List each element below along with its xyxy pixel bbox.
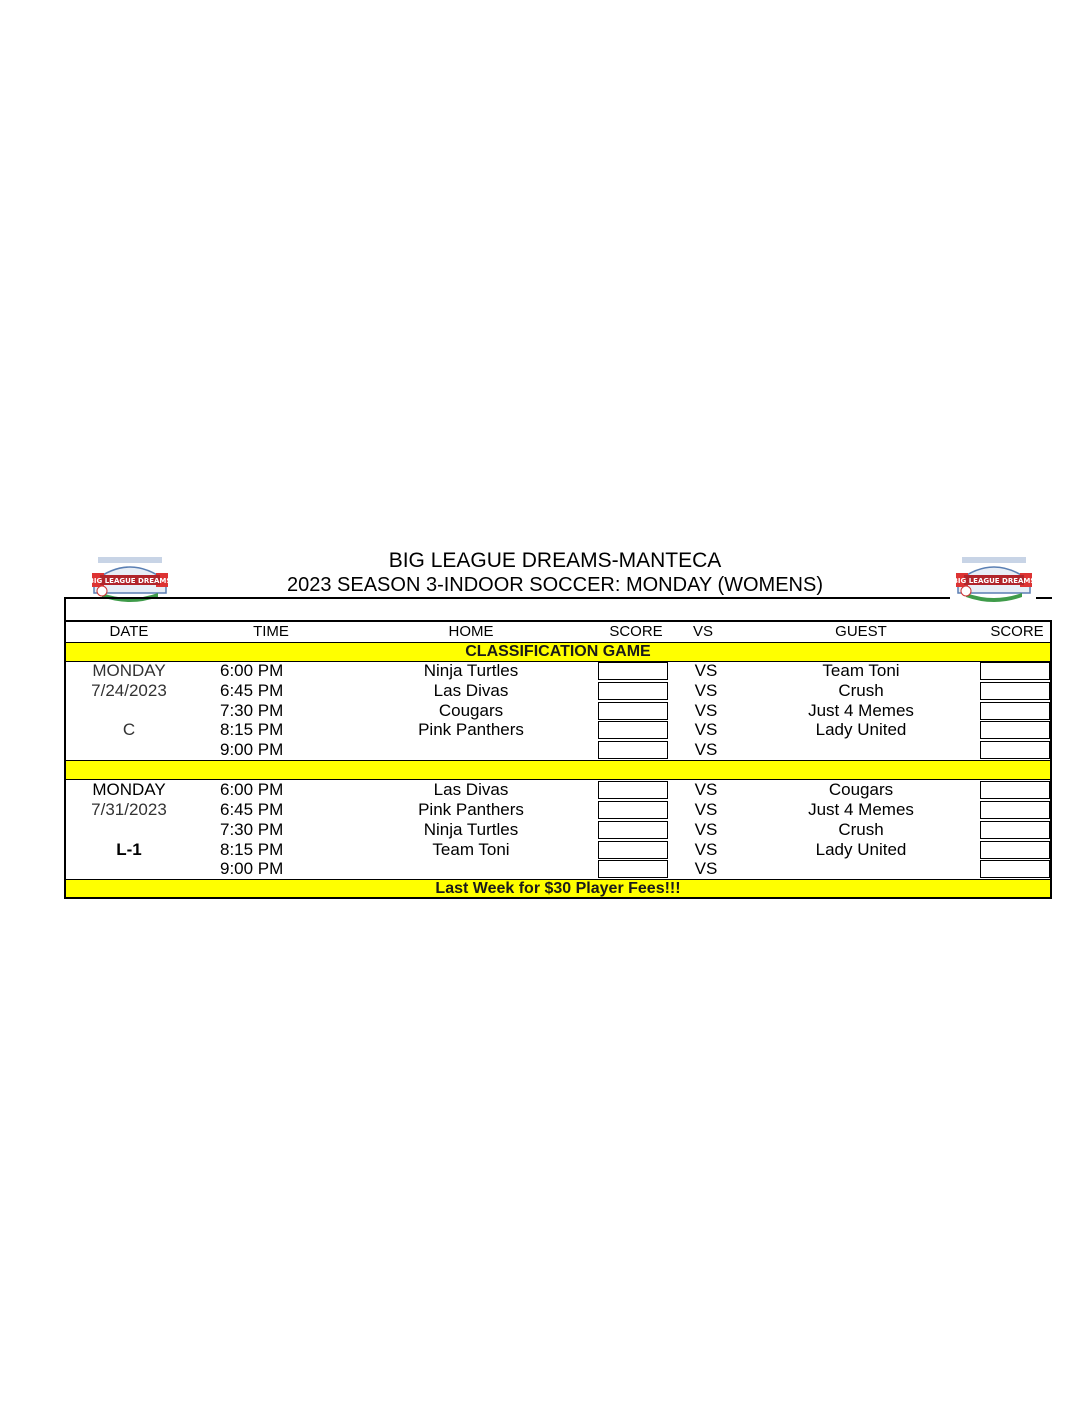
week-separator-banner	[66, 760, 1050, 780]
table-row	[66, 740, 1050, 760]
guest-score-box[interactable]	[980, 821, 1050, 839]
home-score-box[interactable]	[598, 781, 668, 799]
week1-date: 7/24/2023	[91, 681, 167, 700]
table-row	[66, 661, 1050, 681]
guest-score-box[interactable]	[980, 741, 1050, 759]
vs-label: VS	[694, 840, 718, 859]
home-score-box[interactable]	[598, 841, 668, 859]
home-team: Cougars	[438, 701, 504, 720]
vs-label: VS	[694, 740, 718, 759]
guest-team: Crush	[838, 820, 884, 839]
guest-score-box[interactable]	[980, 860, 1050, 878]
table-row	[66, 780, 1050, 800]
guest-team: Team Toni	[822, 661, 900, 680]
col-home: HOME	[448, 623, 494, 640]
col-time: TIME	[253, 623, 289, 640]
game-time: 9:00 PM	[220, 740, 284, 759]
player-fees-banner: Last Week for $30 Player Fees!!!	[66, 879, 1050, 899]
table-row	[66, 681, 1050, 701]
game-time: 6:45 PM	[220, 800, 284, 819]
col-date: DATE	[109, 623, 149, 640]
home-score-box[interactable]	[598, 702, 668, 720]
guest-score-box[interactable]	[980, 841, 1050, 859]
guest-score-box[interactable]	[980, 801, 1050, 819]
header-rule-right	[1036, 597, 1052, 599]
col-vs: VS	[692, 623, 713, 640]
home-score-box[interactable]	[598, 741, 668, 759]
page-subtitle: 2023 SEASON 3-INDOOR SOCCER: MONDAY (WOMENS)	[286, 574, 823, 596]
table-row	[66, 720, 1050, 740]
week2-day: MONDAY	[92, 780, 166, 799]
home-score-box[interactable]	[598, 821, 668, 839]
vs-label: VS	[694, 780, 718, 799]
home-score-box[interactable]	[598, 662, 668, 680]
home-team: Ninja Turtles	[423, 661, 519, 680]
guest-team: Lady United	[815, 720, 907, 739]
schedule-table	[64, 620, 1052, 899]
game-time: 9:00 PM	[220, 859, 284, 878]
home-team: Las Divas	[433, 681, 509, 700]
game-time: 7:30 PM	[220, 701, 284, 720]
home-team: Pink Panthers	[418, 720, 524, 739]
guest-score-box[interactable]	[980, 662, 1050, 680]
home-score-box[interactable]	[598, 860, 668, 878]
table-row	[66, 800, 1050, 820]
home-team: Pink Panthers	[418, 800, 524, 819]
week1-code: C	[122, 720, 136, 739]
page-title: BIG LEAGUE DREAMS-MANTECA	[388, 549, 722, 572]
guest-team: Lady United	[815, 840, 907, 859]
column-header-row	[66, 622, 1050, 644]
svg-text:BIG LEAGUE DREAMS: BIG LEAGUE DREAMS	[88, 577, 172, 585]
col-score-guest: SCORE	[990, 623, 1044, 640]
vs-label: VS	[694, 681, 718, 700]
header-rule	[64, 597, 950, 599]
home-team: Team Toni	[432, 840, 510, 859]
game-time: 6:00 PM	[220, 661, 284, 680]
vs-label: VS	[694, 661, 718, 680]
guest-team: Crush	[838, 681, 884, 700]
vs-label: VS	[694, 859, 718, 878]
table-row	[66, 859, 1050, 879]
home-score-box[interactable]	[598, 721, 668, 739]
guest-team: Cougars	[828, 780, 894, 799]
guest-score-box[interactable]	[980, 682, 1050, 700]
game-time: 6:45 PM	[220, 681, 284, 700]
game-time: 7:30 PM	[220, 820, 284, 839]
game-time: 6:00 PM	[220, 780, 284, 799]
home-score-box[interactable]	[598, 801, 668, 819]
home-team: Las Divas	[433, 780, 509, 799]
vs-label: VS	[694, 720, 718, 739]
week2-date: 7/31/2023	[91, 800, 167, 819]
guest-score-box[interactable]	[980, 781, 1050, 799]
col-score-home: SCORE	[609, 623, 663, 640]
svg-text:BIG LEAGUE DREAMS: BIG LEAGUE DREAMS	[952, 577, 1036, 585]
home-score-box[interactable]	[598, 682, 668, 700]
game-time: 8:15 PM	[220, 720, 284, 739]
guest-team: Just 4 Memes	[808, 800, 914, 819]
table-row	[66, 840, 1050, 860]
table-row	[66, 820, 1050, 840]
vs-label: VS	[694, 800, 718, 819]
home-team: Ninja Turtles	[423, 820, 519, 839]
guest-team: Just 4 Memes	[808, 701, 914, 720]
classification-banner: CLASSIFICATION GAME	[66, 642, 1050, 662]
vs-label: VS	[694, 701, 718, 720]
vs-label: VS	[694, 820, 718, 839]
game-time: 8:15 PM	[220, 840, 284, 859]
guest-score-box[interactable]	[980, 721, 1050, 739]
header-rule-tick	[64, 597, 66, 621]
col-guest: GUEST	[835, 623, 887, 640]
guest-score-box[interactable]	[980, 702, 1050, 720]
table-row	[66, 701, 1050, 721]
week2-code: L-1	[116, 840, 142, 859]
week1-day: MONDAY	[92, 661, 166, 680]
